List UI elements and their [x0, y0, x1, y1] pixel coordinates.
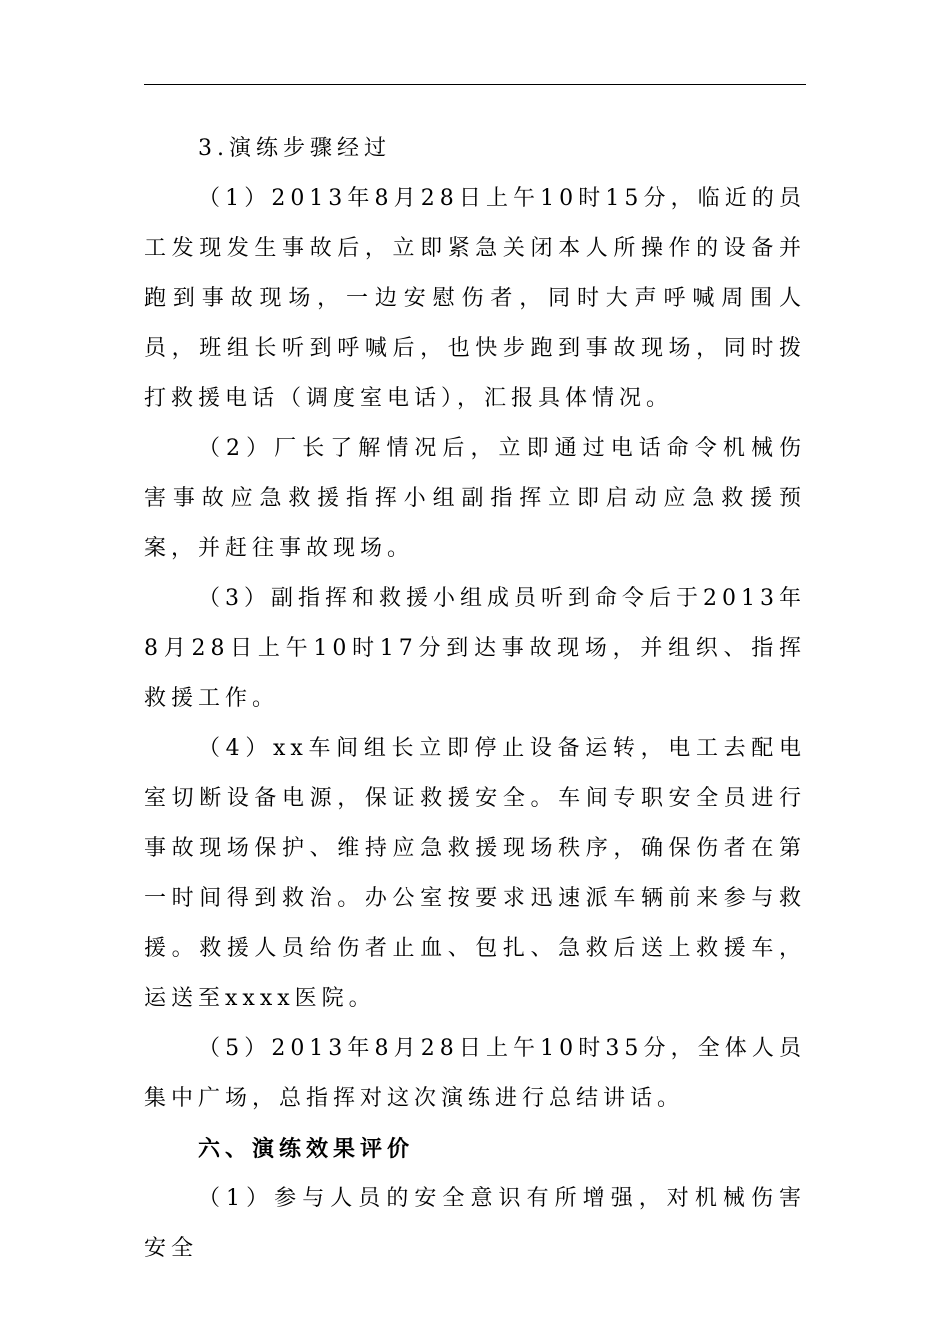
evaluation-paragraph-1: （1）参与人员的安全意识有所增强，对机械伤害安全: [144, 1186, 806, 1261]
step-paragraph-1: （1）2013年8月28日上午10时15分，临近的员工发现发生事故后，立即紧急关闭本人所操作的设备并跑到事故现场，一边安慰伤者，同时大声呼喊周围人员，班组长听到呼喊后，也快步跑到事故现场，同时拨打救援电话（调度室电话），汇报具体情况。: [144, 186, 806, 411]
section-six-heading: 六、演练效果评价: [198, 1136, 415, 1162]
step-paragraph-4: （4）xx车间组长立即停止设备运转，电工去配电室切断设备电源，保证救援安全。车间专职安全员进行事故现场保护、维持应急救援现场秩序，确保伤者在第一时间得到救治。办公室按要求迅速派车辆前来参与救援。救援人员给伤者止血、包扎、急救后送上救援车，运送至xxxx医院。: [144, 736, 806, 1011]
step-paragraph-3: （3）副指挥和救援小组成员听到命令后于2013年8月28日上午10时17分到达事故现场，并组织、指挥救援工作。: [144, 586, 806, 711]
step-paragraph-2: （2）厂长了解情况后，立即通过电话命令机械伤害事故应急救援指挥小组副指挥立即启动应急救援预案，并赶往事故现场。: [144, 436, 806, 561]
header-rule: [144, 84, 806, 85]
document-body: [144, 124, 806, 1274]
step-paragraph-5: （5）2013年8月28日上午10时35分，全体人员集中广场，总指挥对这次演练进行总结讲话。: [144, 1036, 806, 1111]
step-section-title: 3.演练步骤经过: [198, 136, 391, 161]
